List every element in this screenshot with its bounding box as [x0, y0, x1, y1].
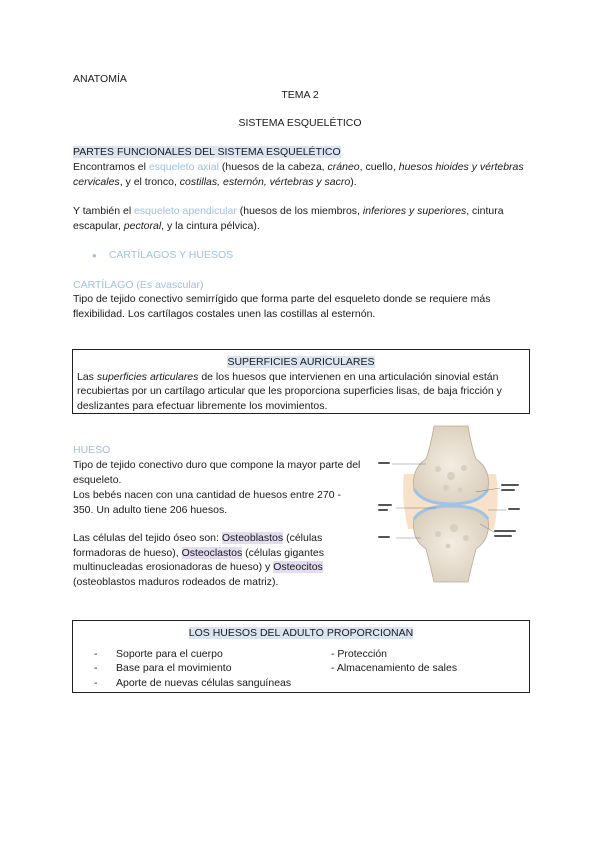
bone-heading: HUESO	[73, 444, 111, 456]
cartilage-heading: CARTÍLAGO (Es avascular)	[73, 279, 204, 291]
list-item: - Protección	[331, 647, 388, 660]
section-heading	[73, 145, 341, 160]
lower-bone-shape	[414, 506, 489, 582]
italic-run: costillas, esternón, vértebras y sacro	[179, 175, 351, 188]
text-run: Encontramos el	[73, 161, 149, 173]
text-run: Las células del tejido óseo son:	[73, 532, 222, 544]
text-run: , cintura escapular,	[73, 205, 504, 232]
bone-cells-paragraph	[73, 531, 365, 589]
bullet-icon: ●	[92, 251, 97, 260]
list-item: - Soporte para el cuerpo	[94, 647, 291, 662]
list-item: - Base para el movimiento	[94, 661, 291, 676]
axial-link: esqueleto axial	[148, 161, 219, 173]
italic-run: cráneo	[327, 161, 360, 173]
italic-run: pectoral	[123, 219, 162, 232]
text-run: , y el tronco,	[119, 175, 180, 188]
list-item: - Aporte de nuevas células sanguíneas	[94, 676, 291, 691]
subject-label: ANATOMÍA	[73, 73, 127, 85]
upper-bone-shape	[414, 426, 489, 504]
text-run: de los huesos que intervienen en una articulación sinovial están recubiertas por un cartílago articular que les proporciona superficies lisas, de baja fricción y deslizantes para efectuar libremente los movimientos.	[77, 370, 502, 412]
text-run: , y la cintura pélvica).	[161, 219, 260, 232]
osteocitos-term: Osteocitos	[273, 561, 323, 573]
osteoclastos-term: Osteoclastos	[181, 546, 243, 559]
articular-surfaces-box	[72, 349, 530, 414]
box1-title: SUPERFICIES AURICULARES	[227, 356, 375, 368]
synovial-joint-illustration	[376, 424, 526, 584]
bone-paragraph-2: Los bebés nacen con una cantidad de huesos entre 270 - 350. Un adulto tiene 206 huesos.	[73, 489, 341, 516]
osteoblastos-term: Osteoblastos	[221, 532, 284, 544]
page-title: SISTEMA ESQUELÉTICO	[238, 117, 362, 129]
text-run: (huesos de la cabeza,	[218, 161, 328, 173]
text-run: , cuello,	[359, 161, 399, 173]
text-run: Y también el	[73, 205, 135, 217]
appendicular-link: esqueleto apendicular	[134, 205, 237, 217]
topic-label: TEMA 2	[281, 89, 319, 101]
appendicular-paragraph	[73, 204, 533, 233]
cartilage-text: Tipo de tejido conectivo semirrígido que forma parte del esqueleto donde se requiere más flexibilidad. Los cartílagos costales unen las costillas al esternón.	[73, 293, 491, 320]
text-run: (huesos de los miembros,	[236, 205, 363, 217]
bullet-item	[92, 248, 233, 264]
bone-paragraph-1: Tipo de tejido conectivo duro que compone la mayor parte del esqueleto.	[73, 459, 361, 486]
text-run: ).	[350, 175, 357, 188]
text-run: (células formadoras de hueso),	[73, 532, 323, 559]
italic-run: huesos hioides y vértebras cervicales	[73, 161, 524, 188]
box2-title: LOS HUESOS DEL ADULTO PROPORCIONAN	[188, 627, 414, 639]
right-list	[331, 647, 457, 676]
italic-run: inferiores y superiores	[362, 205, 467, 217]
bullet-text: CARTÍLAGOS Y HUESOS	[108, 249, 234, 261]
list-item: - Almacenamiento de sales	[331, 662, 458, 674]
box1-text	[77, 370, 525, 414]
text-run: Las	[77, 370, 97, 383]
italic-run: superficies articulares	[96, 370, 199, 383]
text-run: (osteoblastos maduros rodeados de matriz).	[73, 575, 279, 588]
axial-paragraph	[73, 160, 533, 189]
left-list	[94, 647, 291, 691]
section-heading-text: PARTES FUNCIONALES DEL SISTEMA ESQUELÉTICO	[73, 146, 341, 158]
text-run: (células gigantes multinucleadas erosionadoras de hueso) y	[73, 546, 324, 573]
adult-bones-box	[72, 620, 530, 693]
